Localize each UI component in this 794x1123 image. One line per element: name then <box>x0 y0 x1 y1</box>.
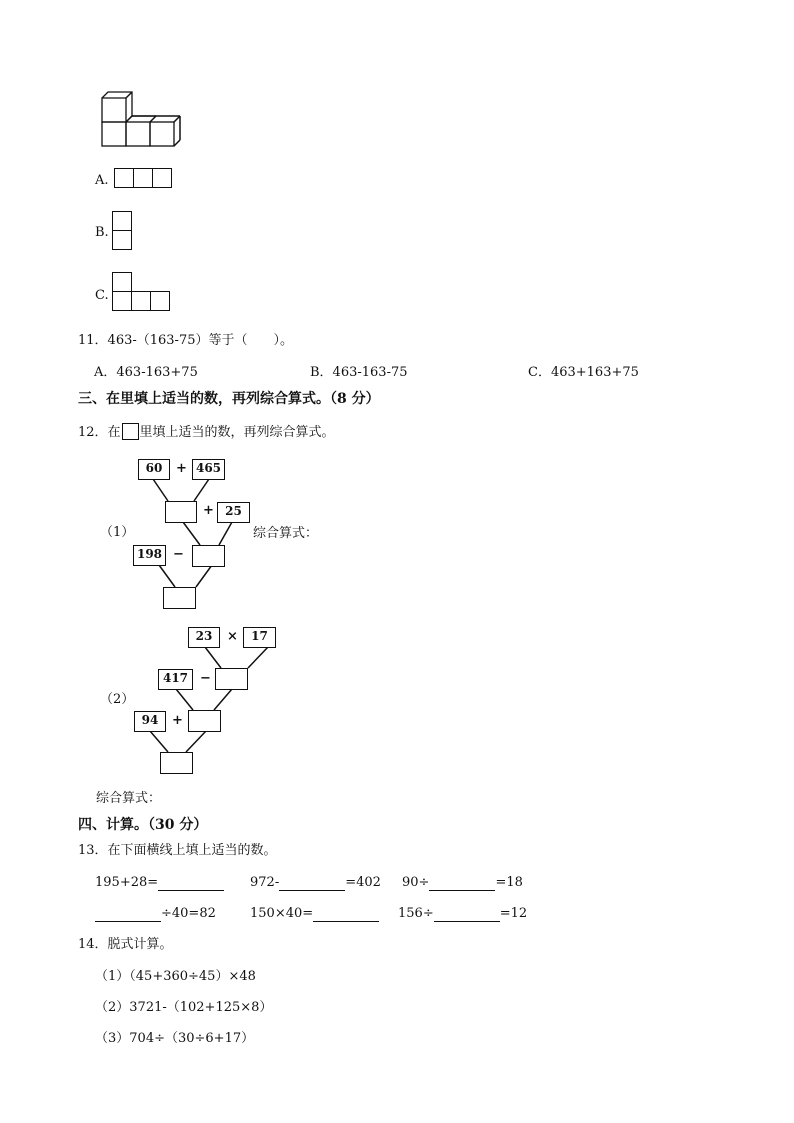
fill-blank-item <box>250 906 379 922</box>
answer-box[interactable] <box>192 545 225 567</box>
answer-blank[interactable] <box>158 878 224 891</box>
q14-stem: 14．脱式计算。 <box>78 937 173 952</box>
expr-after: =18 <box>495 875 523 890</box>
operator: + <box>203 503 214 518</box>
fill-blank-item <box>250 875 381 891</box>
number-box: 60 <box>138 459 170 480</box>
q12-part1-formula-label: 综合算式： <box>253 526 319 541</box>
fill-blank-item <box>95 875 224 891</box>
expr-before: 150×40= <box>250 906 314 921</box>
section-4-heading: 四、计算。（30 分） <box>78 817 208 833</box>
expr-before: 90÷ <box>402 875 430 890</box>
answer-blank[interactable] <box>279 878 345 891</box>
q11-option-b[interactable]: B．463-163-75 <box>310 365 408 380</box>
fill-blank-item <box>95 906 216 922</box>
fill-blank-item <box>398 906 527 922</box>
operator: − <box>173 547 184 562</box>
number-box: 17 <box>243 627 276 648</box>
fill-blank-item <box>402 875 523 891</box>
q11-option-c[interactable]: C．463+163+75 <box>528 365 639 380</box>
number-box: 465 <box>192 459 225 480</box>
answer-box[interactable] <box>160 752 193 774</box>
q14-item: （2）3721-（102+125×8） <box>95 1000 273 1015</box>
q11-option-a[interactable]: A．463-163+75 <box>94 365 198 380</box>
answer-box[interactable] <box>163 587 196 609</box>
number-box: 94 <box>134 711 166 732</box>
expr-before: 972- <box>250 875 280 890</box>
number-box: 198 <box>133 545 166 566</box>
answer-blank[interactable] <box>313 909 379 922</box>
q12-part2-label: （2） <box>100 692 135 707</box>
q12-part1-label: （1） <box>100 525 135 540</box>
option-b-label: B. <box>95 225 109 240</box>
q13-stem: 13．在下面横线上填上适当的数。 <box>78 843 277 858</box>
option-a-label: A. <box>95 173 109 188</box>
q14-item: （3）704÷（30÷6+17） <box>95 1031 255 1046</box>
answer-box[interactable] <box>215 668 248 690</box>
expr-after: ÷40=82 <box>161 906 216 921</box>
answer-box[interactable] <box>165 501 197 523</box>
expr-after: =12 <box>499 906 528 921</box>
q14-item: （1）（45+360÷45）×48 <box>95 969 256 984</box>
answer-box[interactable] <box>188 710 221 732</box>
section-3-heading: 三、在里填上适当的数，再列综合算式。（8 分） <box>78 391 380 407</box>
option-c-label: C. <box>95 288 109 303</box>
number-box: 23 <box>188 627 220 648</box>
number-box: 25 <box>217 502 250 523</box>
answer-blank[interactable] <box>95 909 161 922</box>
q11-stem: 11．463-（163-75）等于（ ）。 <box>78 333 293 348</box>
operator: + <box>172 713 183 728</box>
operator: × <box>227 629 238 644</box>
q12-stem-after: 里填上适当的数，再列综合算式。 <box>139 425 335 440</box>
expr-before: 156÷ <box>398 906 434 921</box>
expr-before: 195+28= <box>95 875 159 890</box>
q12-part2-formula-label: 综合算式： <box>96 791 162 806</box>
q12-stem-before: 12．在 <box>78 425 121 440</box>
answer-blank[interactable] <box>429 878 495 891</box>
operator: − <box>200 671 211 686</box>
answer-blank[interactable] <box>434 909 500 922</box>
operator: + <box>176 461 187 476</box>
expr-after: =402 <box>345 875 381 890</box>
number-box: 417 <box>158 669 193 690</box>
